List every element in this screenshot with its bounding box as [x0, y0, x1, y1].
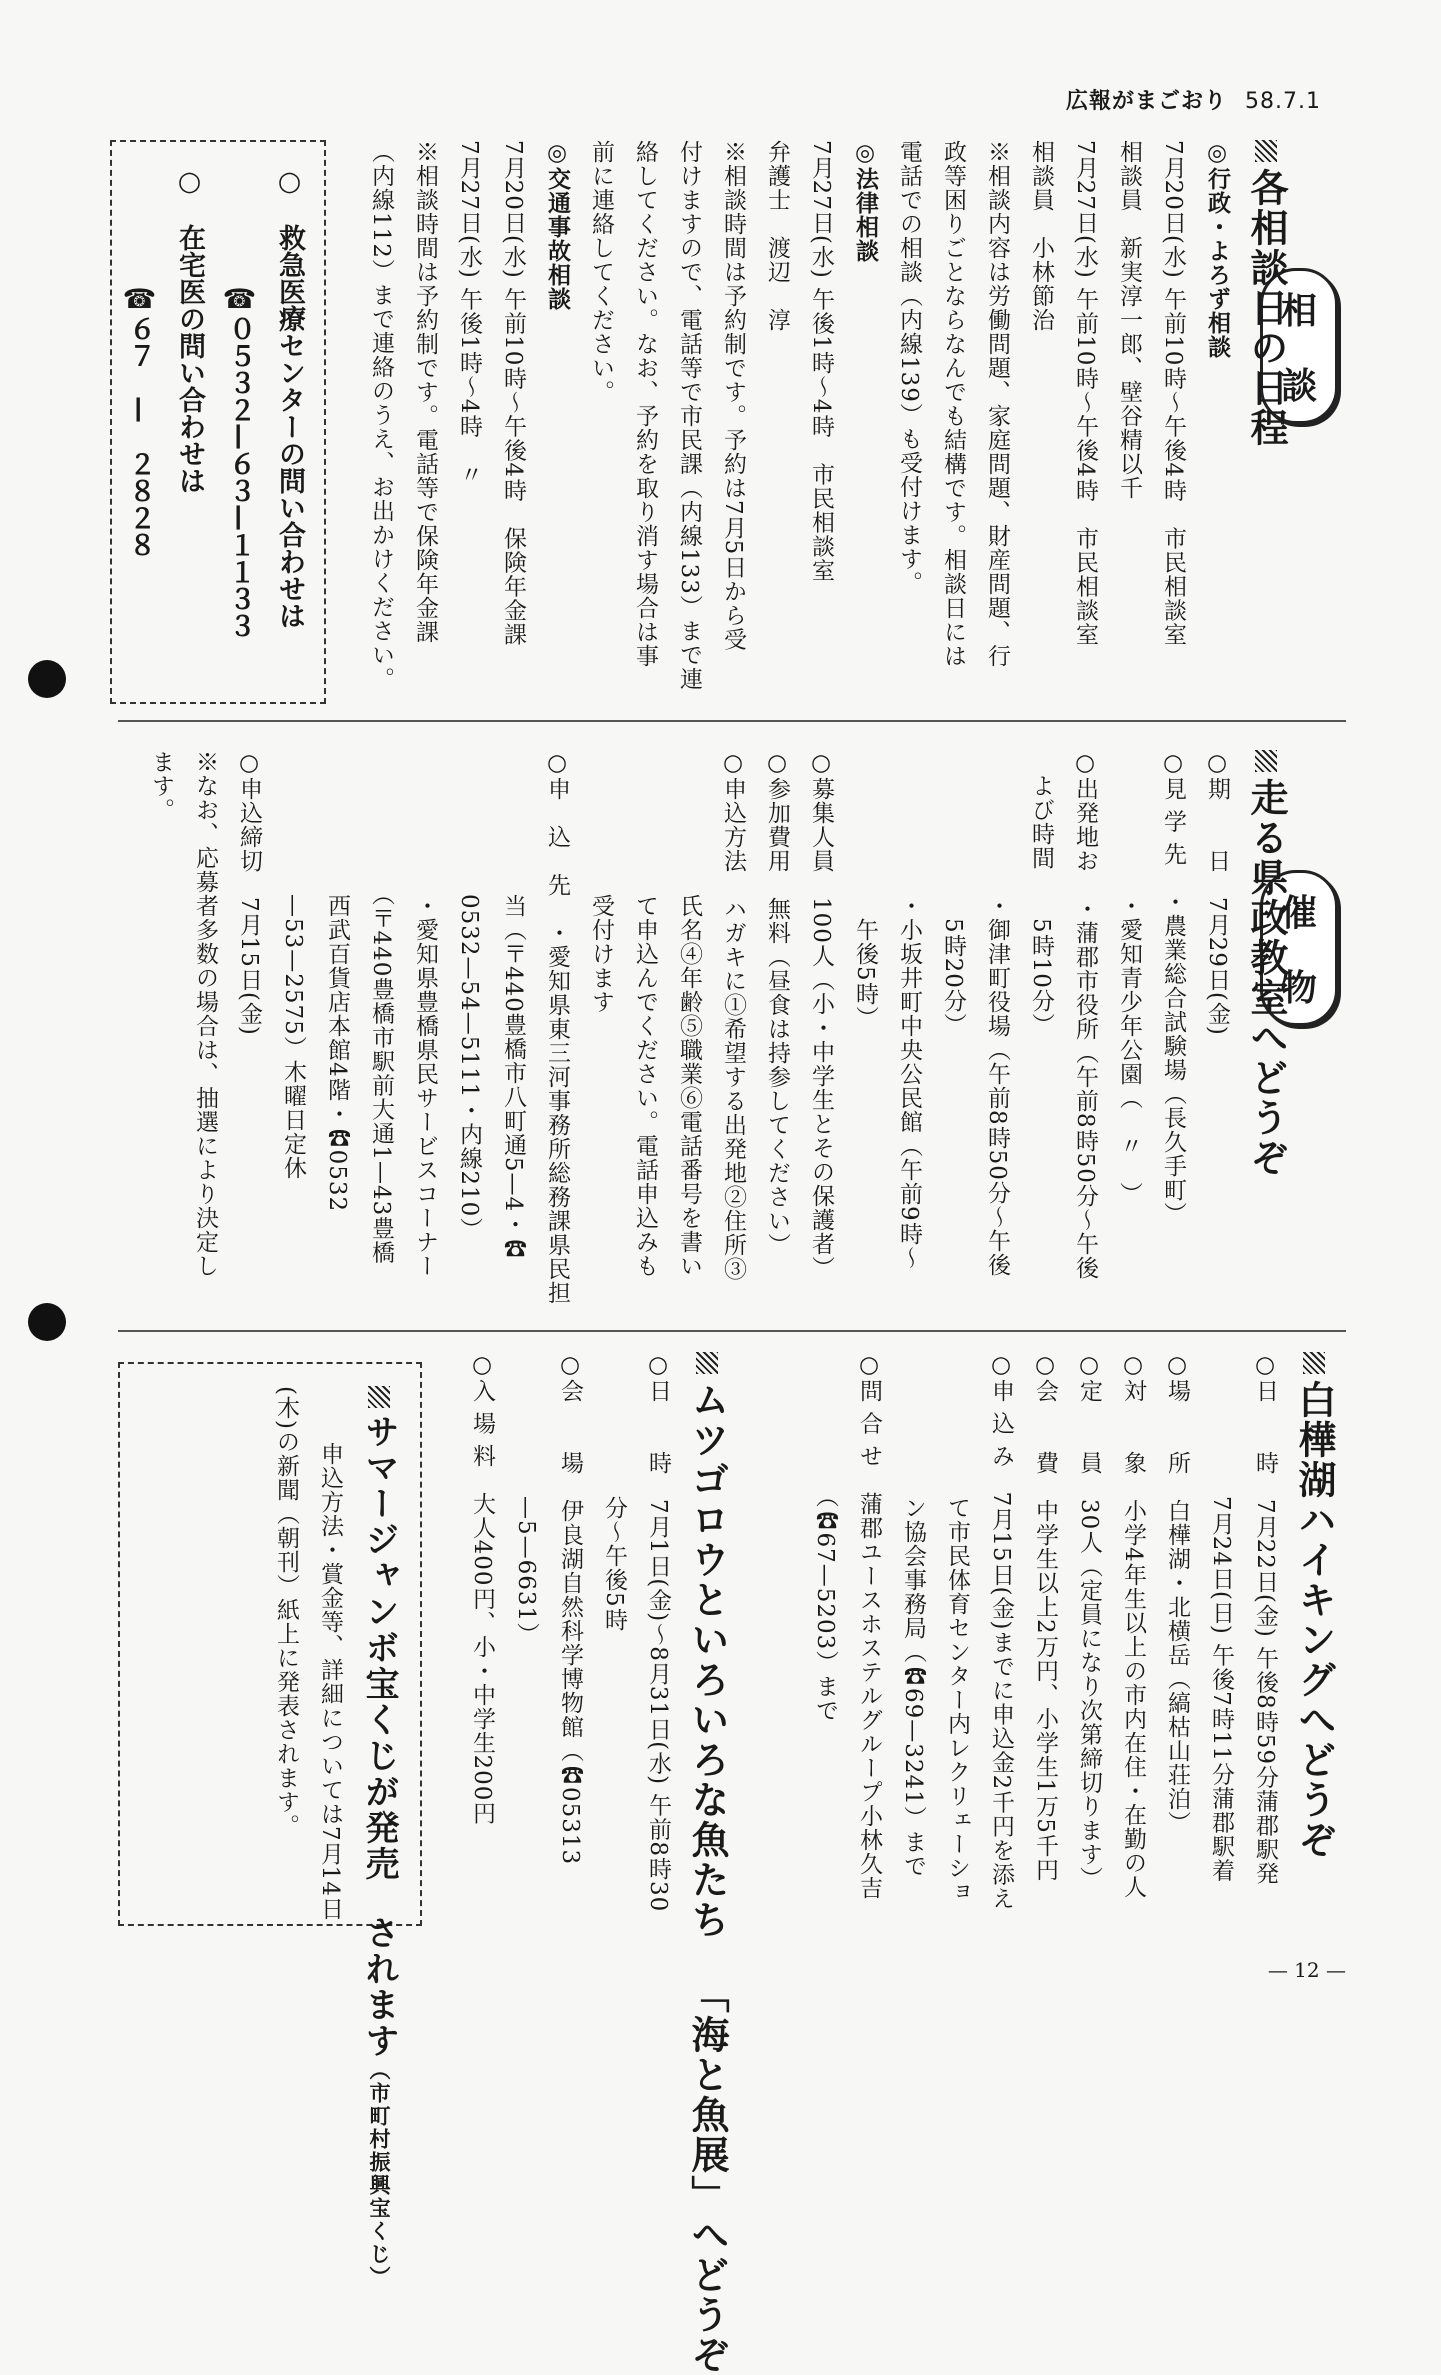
issue-date: 58.7.1	[1245, 89, 1321, 114]
kenseikyoshitsu-title: 走る県政教室へどうぞ	[1244, 750, 1288, 1178]
publication-name: 広報がまごおり	[1066, 89, 1228, 114]
hiking-section: 白樺湖ハイキングへどうぞ ○日 時 7月22日(金) 午後8時59分蒲郡駅発 7月24日(日) 午後7時11分蒲郡駅着 ○場 所 白樺湖・北横岳（縞枯山荘泊） ○対 象 小学4年生以上の市内在住・在勤の人 ○定 員 30人（定員になり次第締切ります） ○会 費 中学生以上2万円、小学生1万5千円 ○申 込 み 7月15日(金)までに申込金2千円を添え て市民体育センター内レクリェーショ ン協会事務局（☎69—3241）まで ○問 合 せ 蒲郡ユースホステルグループ小林久吉 （☎67—5203）まで	[812, 1352, 1336, 1911]
takarakuji-subtitle: されます（市町村振興宝くじ）	[359, 1915, 399, 2290]
binder-hole	[28, 1303, 66, 1341]
takarakuji-section: サマージャンボ宝くじが発売 されます（市町村振興宝くじ） 申込方法・賞金等、詳細については7月14日 (木)の新聞（朝刊）紙上に発表されます。	[273, 1386, 399, 2290]
hatch-mark-icon	[368, 1386, 390, 1408]
page-header	[1066, 84, 1321, 115]
binder-hole	[28, 660, 66, 698]
hatch-mark-icon	[1255, 140, 1277, 162]
takarakuji-box	[118, 1362, 422, 2290]
section-badge-moyooshi: 催 物	[1260, 870, 1338, 1026]
mutsugorou-section: ムツゴロウといろいろな魚たち 「海と魚展」へどうぞ ○日 時 7月1日(金)〜8月31日(水) 午前8時30 分〜午後5時 ○会 場 伊良湖自然科学博物館（☎05313 —5—6631） ○入 場 料 大人400円、小・中学生200円	[469, 1352, 729, 2375]
page-number: — 12 —	[1267, 1958, 1346, 1982]
section-badge-soudan: 相 談	[1260, 268, 1338, 424]
mutsugorou-title: ムツゴロウといろいろな魚たち	[685, 1352, 729, 1940]
takarakuji-title: サマージャンボ宝くじが発売	[359, 1386, 399, 1882]
section-divider	[118, 720, 1346, 722]
soudan-section: 各相談日の日程 ◎行政・よろず相談 7月20日(水) 午前10時〜午後4時 市民相談室 相談員 新実淳一郎、壁谷精以千 7月27日(水) 午前10時〜午後4時 市民相談室 相談員 小林節治 ※相談内容は労働問題、家庭問題、財産問題、行 政等困りごとならなんでも結構です。相談日には 電話での相談（内線139）も受付けます。 ◎法律相談 7月27日(水) 午後1時〜4時 市民相談室 弁護士 渡辺 淳 ※相談時間は予約制です。予約は7月5日から受 付けますので、電話等で市民課（内線133）まで連 絡してください。なお、予約を取り消す場合は事 前に連絡してください。 ◎交通事故相談 7月20日(水) 午前10時〜午後4時 保険年金課 7月27日(水) 午後1時〜4時 〃 ※相談時間は予約制です。電話等で保険年金課 （内線112）まで連絡のうえ、お出かけください。	[368, 140, 1288, 691]
emergency-box: ○ 救急医療センターの問い合わせは ☎０５３２—６３—１１３３ ○ 在宅医の問い合わせは ☎６７ — ２８２８	[110, 140, 326, 704]
hatch-mark-icon	[696, 1352, 718, 1374]
hatch-mark-icon	[1303, 1352, 1325, 1374]
hatch-mark-icon	[1255, 750, 1277, 772]
kenseikyoshitsu-section: 走る県政教室へどうぞ ○期 日 7月29日(金) ○見 学 先 ・農業総合試験場（長久手町） ・愛知青少年公園（ 〃 ） ○出発地お ・蒲郡市役所（午前8時50分〜午後 よび時間 5時10分） ・御津町役場（午前8時50分〜午後 5時20分） ・小坂井町中央公民館（午前9時〜 午後5時） ○募集人員 100人（小・中学生とその保護者） ○参加費用 無料（昼食は持参してください） ○申込方法 ハガキに①希望する出発地②住所③ 氏名④年齢⑤職業⑥電話番号を書い て申込んでください。電話申込みも 受付けます ○申 込 先 ・愛知県東三河事務所総務課県民担 当（〒440豊橋市八町通5—4・☎ 0532—54—5111・内線210） ・愛知県豊橋県民サービスコーナー （〒440豊橋市駅前大通1—43豊橋 西武百貨店本館4階・☎0532 —53—2575）木曜日定休 ○申込締切 7月15日(金) ※なお、応募者多数の場合は、抽選により決定し ます。	[148, 750, 1288, 1305]
soudan-title: 各相談日の日程	[1244, 140, 1288, 448]
section-divider	[118, 1330, 1346, 1332]
hiking-title: 白樺湖ハイキングへどうぞ	[1292, 1352, 1336, 1860]
mutsugorou-subtitle: 「海と魚展」へどうぞ	[685, 1975, 729, 2375]
